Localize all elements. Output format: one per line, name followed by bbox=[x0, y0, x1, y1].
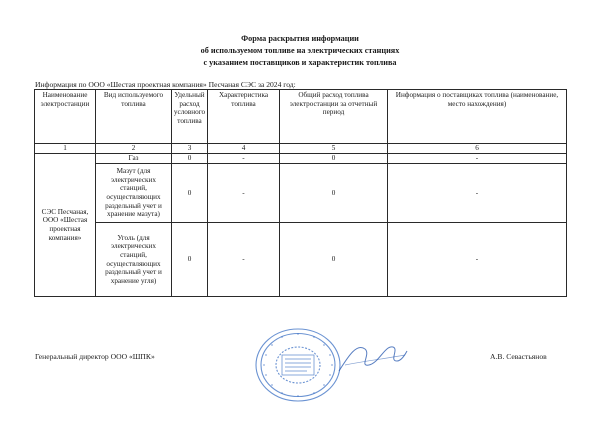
title-line-2: об используемом топливе на электрических станциях bbox=[200, 46, 400, 55]
signatory-name: А.В. Севастьянов bbox=[490, 352, 547, 361]
title-line-3: с указанием поставщиков и характеристик топлива bbox=[203, 58, 397, 67]
header-station: Наименование электростанции bbox=[35, 90, 96, 144]
column-number: 3 bbox=[172, 144, 208, 154]
header-characteristic: Характеристика топлива bbox=[208, 90, 280, 144]
column-number: 2 bbox=[96, 144, 172, 154]
total-cell: 0 bbox=[280, 154, 388, 164]
characteristic-cell: - bbox=[208, 223, 280, 297]
fuel-type-cell: Уголь (для электрических станций, осуществляющих раздельный учет и хранение угля) bbox=[96, 223, 172, 297]
characteristic-cell: - bbox=[208, 154, 280, 164]
total-cell: 0 bbox=[280, 164, 388, 223]
document-title bbox=[0, 33, 600, 69]
column-number: 6 bbox=[388, 144, 567, 154]
signatory-position: Генеральный директор ООО «ШПК» bbox=[35, 352, 155, 361]
header-total-consumption: Общий расход топлива электростанции за отчетный период bbox=[280, 90, 388, 144]
supplier-cell: - bbox=[388, 154, 567, 164]
table-row bbox=[35, 164, 567, 223]
title-line-1: Форма раскрытия информации bbox=[241, 34, 359, 43]
signature-icon bbox=[335, 335, 410, 380]
characteristic-cell: - bbox=[208, 164, 280, 223]
column-number-row bbox=[35, 144, 567, 154]
header-specific-rate: Удельный расход условного топлива bbox=[172, 90, 208, 144]
column-number: 1 bbox=[35, 144, 96, 154]
header-fuel-type: Вид используемого топлива bbox=[96, 90, 172, 144]
info-line: Информация по ООО «Шестая проектная компания» Песчаная СЭС за 2024 год: bbox=[35, 80, 296, 89]
fuel-table bbox=[34, 89, 567, 297]
header-supplier: Информация о поставщиках топлива (наименование, место нахождения) bbox=[388, 90, 567, 144]
rate-cell: 0 bbox=[172, 154, 208, 164]
fuel-type-cell: Газ bbox=[96, 154, 172, 164]
supplier-cell: - bbox=[388, 223, 567, 297]
table-row bbox=[35, 223, 567, 297]
supplier-cell: - bbox=[388, 164, 567, 223]
column-number: 4 bbox=[208, 144, 280, 154]
fuel-type-cell: Мазут (для электрических станций, осуществляющих раздельный учет и хранение мазута) bbox=[96, 164, 172, 223]
rate-cell: 0 bbox=[172, 223, 208, 297]
total-cell: 0 bbox=[280, 223, 388, 297]
company-stamp-icon bbox=[252, 325, 344, 405]
table-row bbox=[35, 154, 567, 164]
table-header-row bbox=[35, 90, 567, 144]
rate-cell: 0 bbox=[172, 164, 208, 223]
column-number: 5 bbox=[280, 144, 388, 154]
station-name-cell: СЭС Песчаная, ООО «Шестая проектная компания» bbox=[35, 154, 96, 297]
